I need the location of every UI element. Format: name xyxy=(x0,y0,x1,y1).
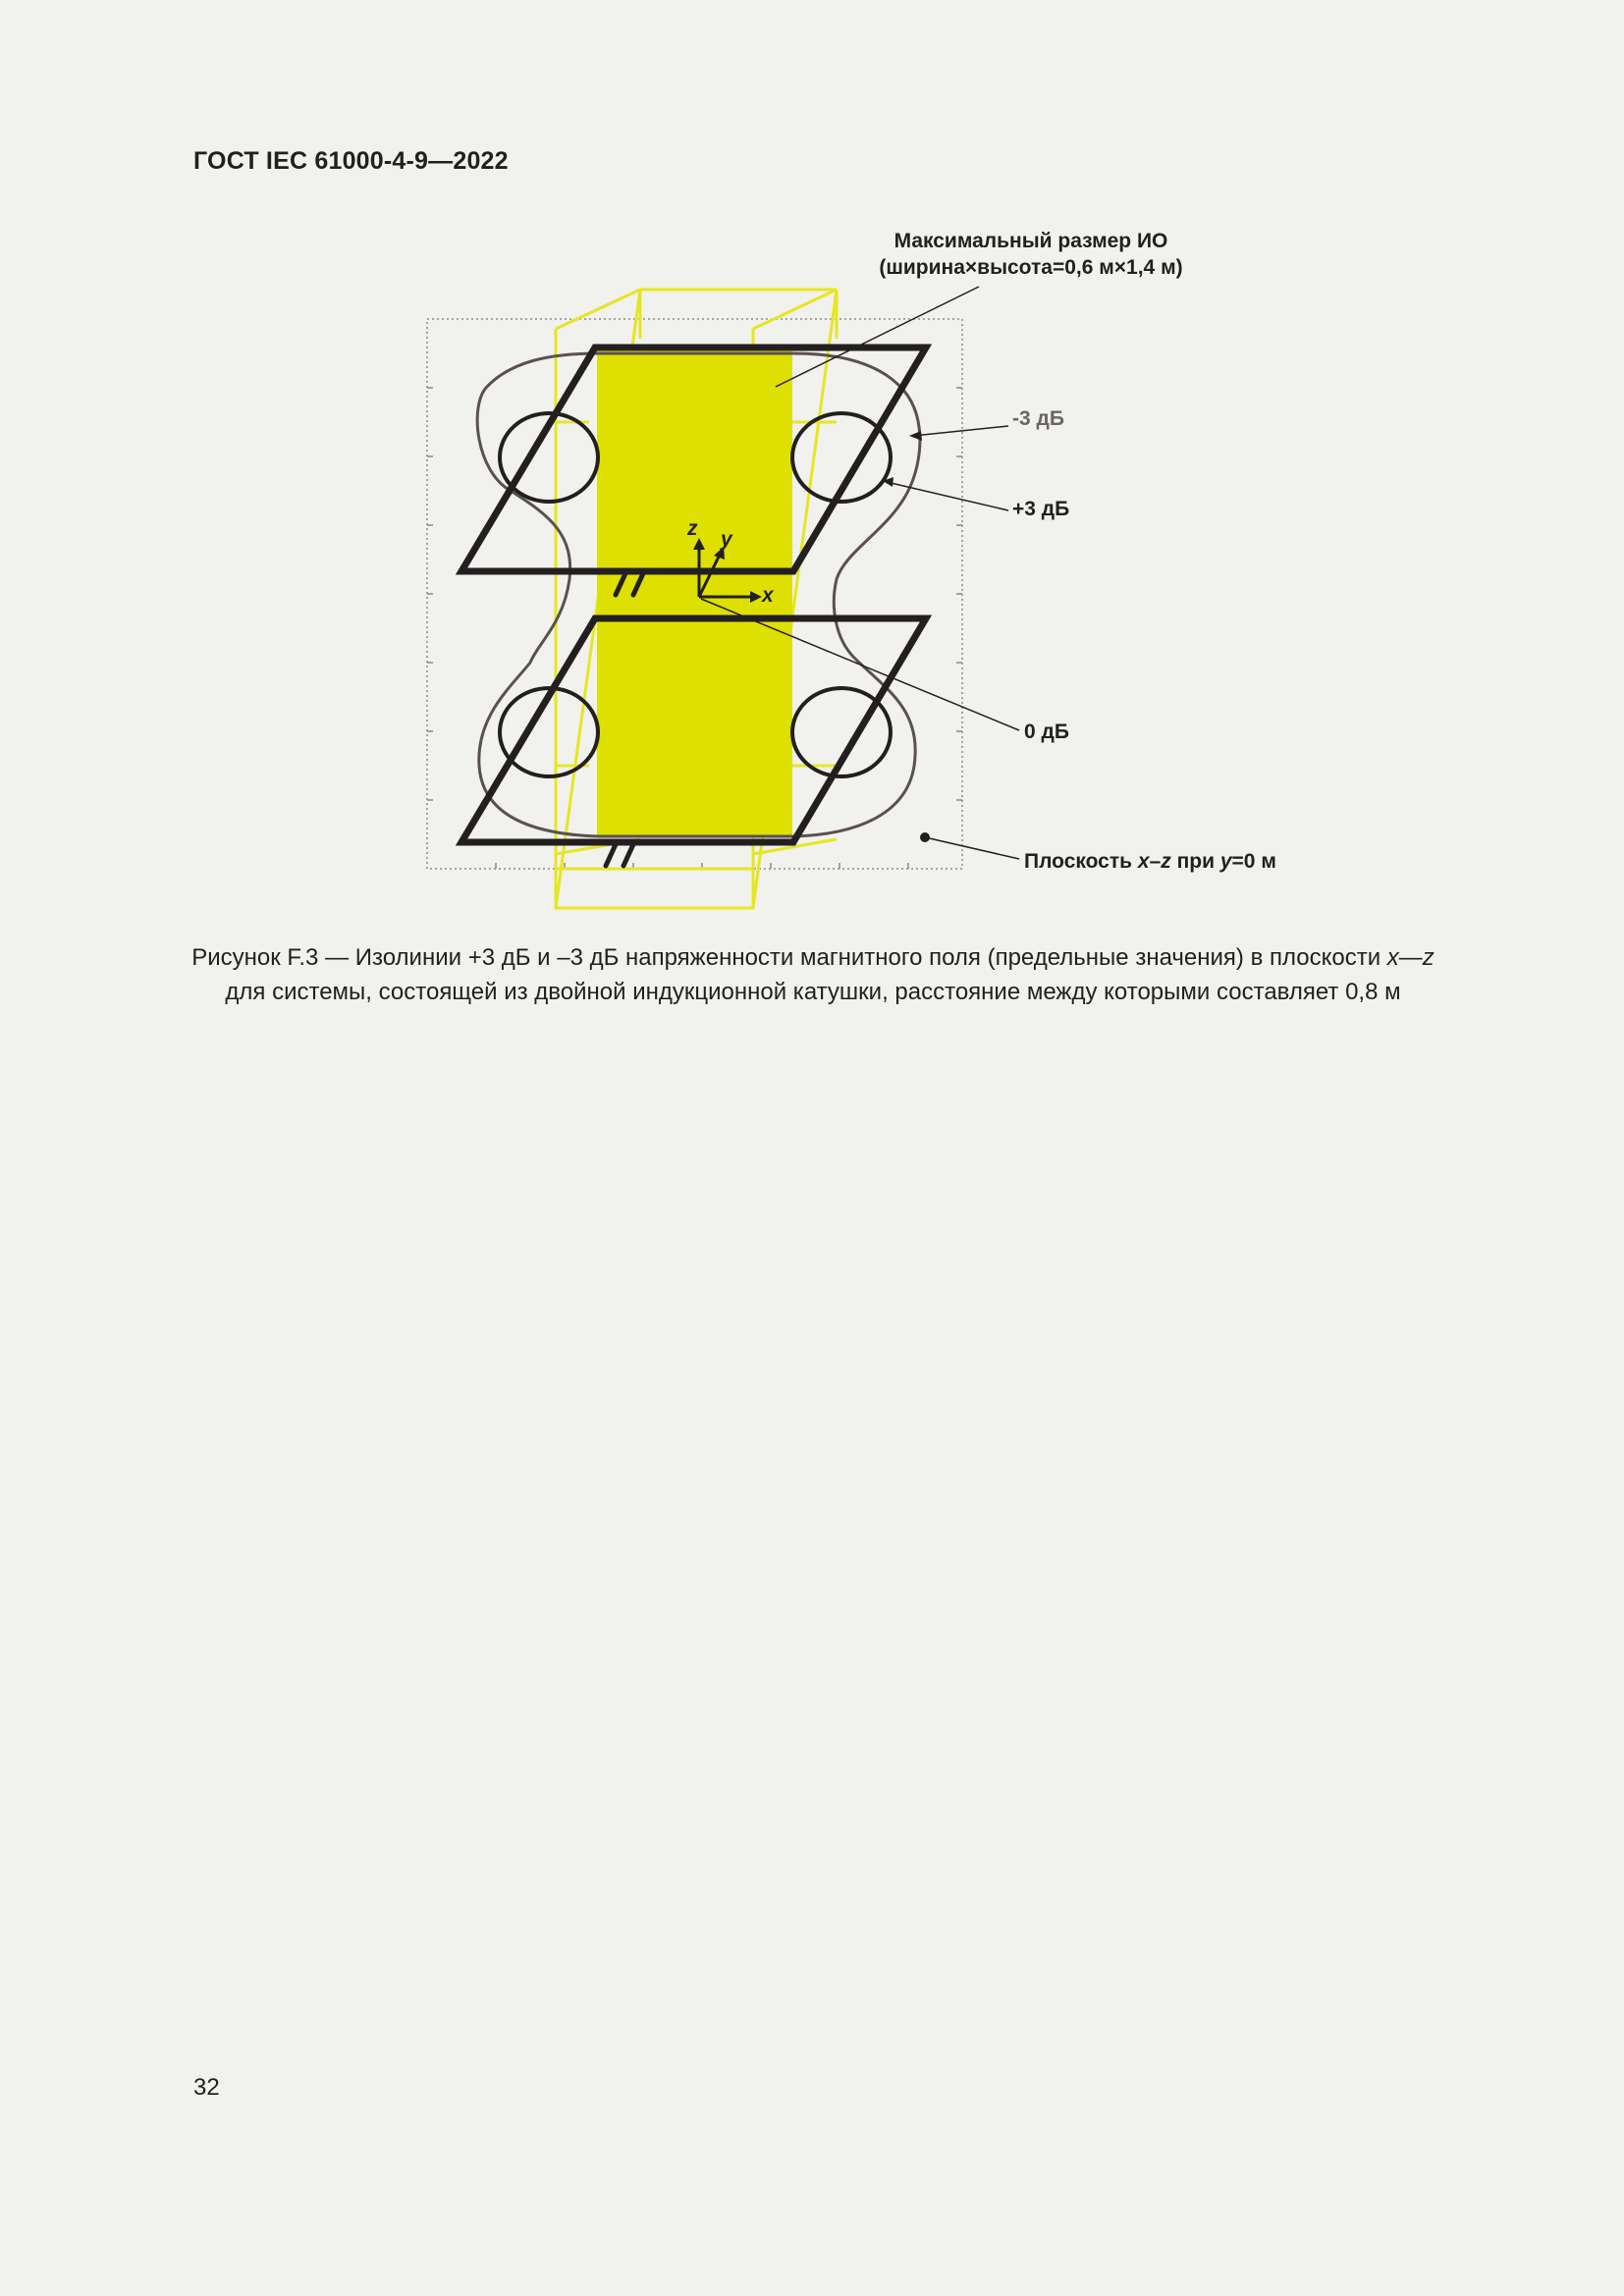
plane-label: Плоскость x–z при y=0 м xyxy=(1024,850,1276,873)
plus3db-label: +3 дБ xyxy=(1012,498,1070,520)
caption-line-2: для системы, состоящей из двойной индукционной катушки, расстояние между которыми составляет 0,8 м xyxy=(225,979,1401,1005)
eut-size-label-line2: (ширина×высота=0,6 м×1,4 м) xyxy=(879,256,1183,279)
zero-db-label: 0 дБ xyxy=(1024,721,1069,743)
document-header: ГОСТ IEC 61000-4-9—2022 xyxy=(193,147,509,175)
figure-caption xyxy=(147,940,1479,1009)
axis-x-label: x xyxy=(762,584,774,607)
caption-line-1: Рисунок F.3 — Изолинии +3 дБ и –3 дБ напряженности магнитного поля (предельные значения) в плоскости x—z xyxy=(191,944,1435,971)
axis-y-label: y xyxy=(721,528,732,551)
minus3db-label: -3 дБ xyxy=(1012,407,1064,430)
field-contour-figure xyxy=(0,0,1624,982)
page-number: 32 xyxy=(193,2074,220,2101)
eut-size-label-line1: Максимальный размер ИО xyxy=(893,230,1168,252)
axis-z-label: z xyxy=(687,517,698,540)
